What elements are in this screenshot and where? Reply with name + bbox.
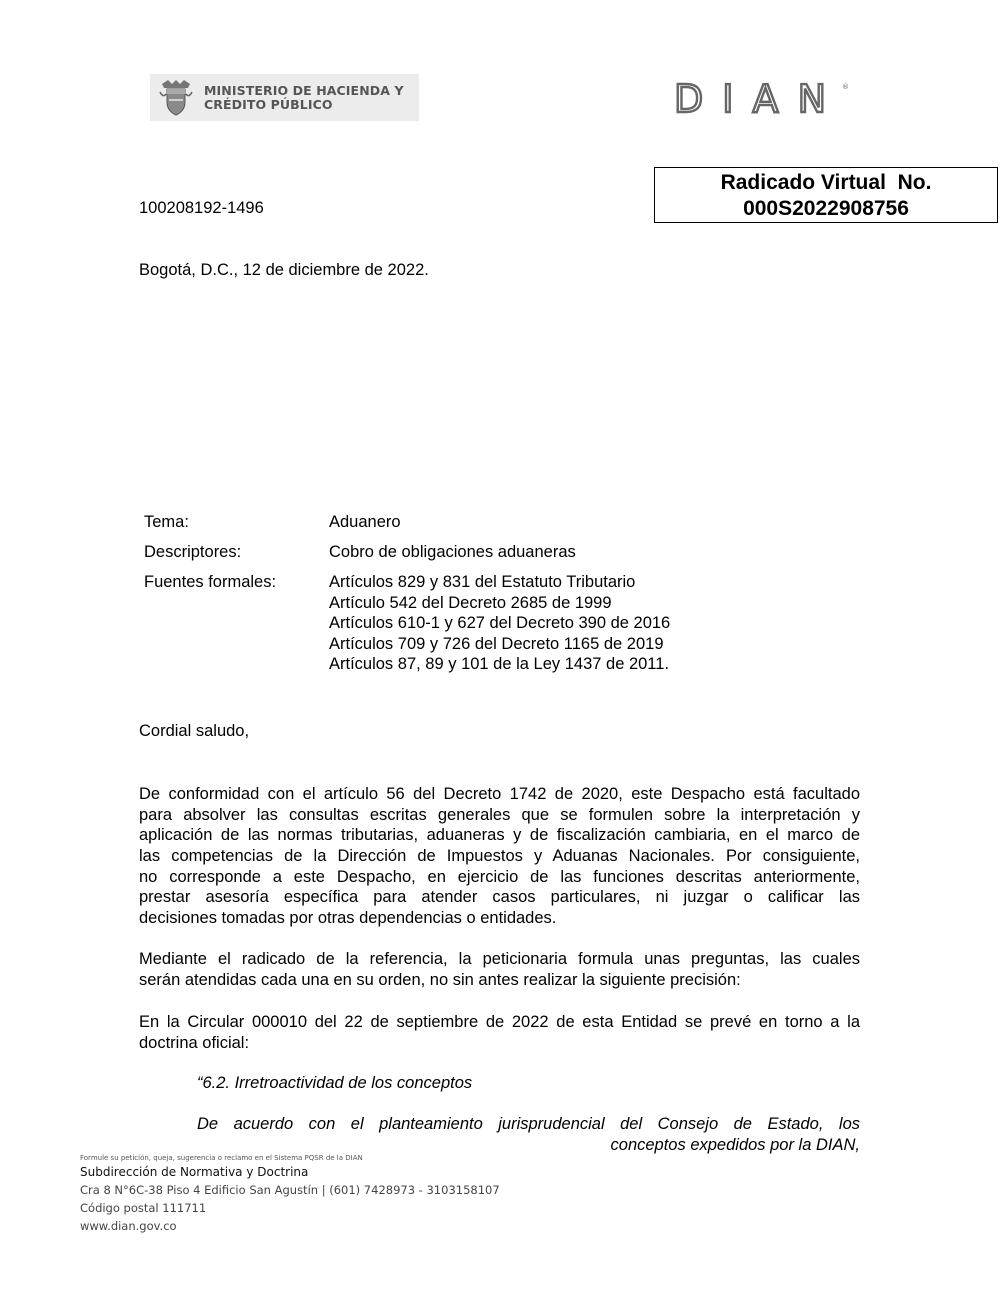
- quote-line: De acuerdo con el planteamiento jurisprudencial del Consejo de Estado, los: [197, 1115, 860, 1133]
- footer: [80, 1153, 500, 1235]
- quote-title: “6.2. Irretroactividad de los conceptos: [197, 1074, 473, 1092]
- footer-postal: Código postal 111711: [80, 1201, 207, 1215]
- paragraph-line: De conformidad con el artículo 56 del Decreto 1742 de 2020, este Despacho está facultado: [139, 785, 860, 803]
- footer-web-link[interactable]: www.dian.gov.co: [80, 1219, 177, 1233]
- paragraph-circular: [139, 1012, 860, 1053]
- paragraph-line: para absolver las consultas escritas generales que se formulen sobre la interpretación y: [139, 805, 860, 824]
- coat-of-arms-icon: [158, 78, 194, 118]
- radicado-number: 000S2022908756: [743, 197, 909, 220]
- tema-value: Aduanero: [329, 513, 401, 531]
- paragraph-line: En la Circular 000010 del 22 de septiembre de 2022 de esta Entidad se prevé en torno a la: [139, 1013, 860, 1031]
- descriptores-value: Cobro de obligaciones aduaneras: [329, 543, 576, 561]
- footer-unit: Subdirección de Normativa y Doctrina: [80, 1165, 309, 1179]
- paragraph-request: [139, 949, 860, 990]
- footer-address: Cra 8 N°6C-38 Piso 4 Edificio San Agustín | (601) 7428973 - 3103158107: [80, 1183, 500, 1197]
- fuente-item: Artículo 542 del Decreto 2685 de 1999: [329, 593, 612, 612]
- paragraph-competence: [139, 784, 860, 929]
- quote-line: conceptos expedidos por la DIAN,: [610, 1135, 860, 1154]
- paragraph-line: prestar asesoría específica para atender casos particulares, ni juzgar o calificar las: [139, 888, 860, 907]
- ministry-logo: [150, 74, 419, 121]
- paragraph-line: no corresponde a este Despacho, en ejercicio de las funciones descritas anteriormente,: [139, 867, 860, 886]
- fuente-item: Artículos 87, 89 y 101 de la Ley 1437 de 2011.: [329, 655, 670, 673]
- paragraph-line: doctrina oficial:: [139, 1033, 250, 1052]
- dian-logo: [672, 80, 852, 120]
- radicado-box: [654, 167, 998, 223]
- fuente-item: Artículos 709 y 726 del Decreto 1165 de 2019: [329, 634, 664, 653]
- dian-logo-text: DIAN: [674, 80, 840, 120]
- tema-label: Tema:: [144, 513, 189, 531]
- paragraph-line: las competencias de la Dirección de Impuestos y Aduanas Nacionales. Por consiguiente,: [139, 847, 860, 866]
- paragraph-line: decisiones tomadas por otras dependencias o entidades.: [139, 909, 557, 928]
- paragraph-line: Mediante el radicado de la referencia, la peticionaria formula unas preguntas, las cuales: [139, 950, 860, 968]
- pqsr-note: Formule su petición, queja, sugerencia o reclamo en el Sistema PQSR de la DIAN: [80, 1154, 363, 1162]
- paragraph-line: aplicación de las normas tributarias, aduaneras y de fiscalización cambiaria, en el marco de: [139, 826, 860, 845]
- fuente-item: Artículos 829 y 831 del Estatuto Tributario: [329, 573, 636, 591]
- descriptores-label: Descriptores:: [144, 543, 242, 561]
- ministry-line-1: MINISTERIO DE HACIENDA Y: [204, 82, 404, 98]
- city-date: Bogotá, D.C., 12 de diciembre de 2022.: [139, 261, 429, 279]
- quote-body: [197, 1114, 860, 1155]
- ministry-line-2: CRÉDITO PÚBLICO: [204, 96, 333, 112]
- greeting: Cordial saludo,: [139, 722, 250, 740]
- ministry-name: [204, 84, 404, 112]
- fuentes-label: Fuentes formales:: [144, 573, 277, 591]
- fuente-item: Artículos 610-1 y 627 del Decreto 390 de 2016: [329, 614, 671, 632]
- document-number: 100208192-1496: [139, 199, 264, 217]
- paragraph-line: serán atendidas cada una en su orden, no sin antes realizar la siguiente precisión:: [139, 970, 741, 989]
- registered-mark: ®: [842, 83, 849, 91]
- radicado-label: Radicado Virtual No.: [720, 171, 932, 194]
